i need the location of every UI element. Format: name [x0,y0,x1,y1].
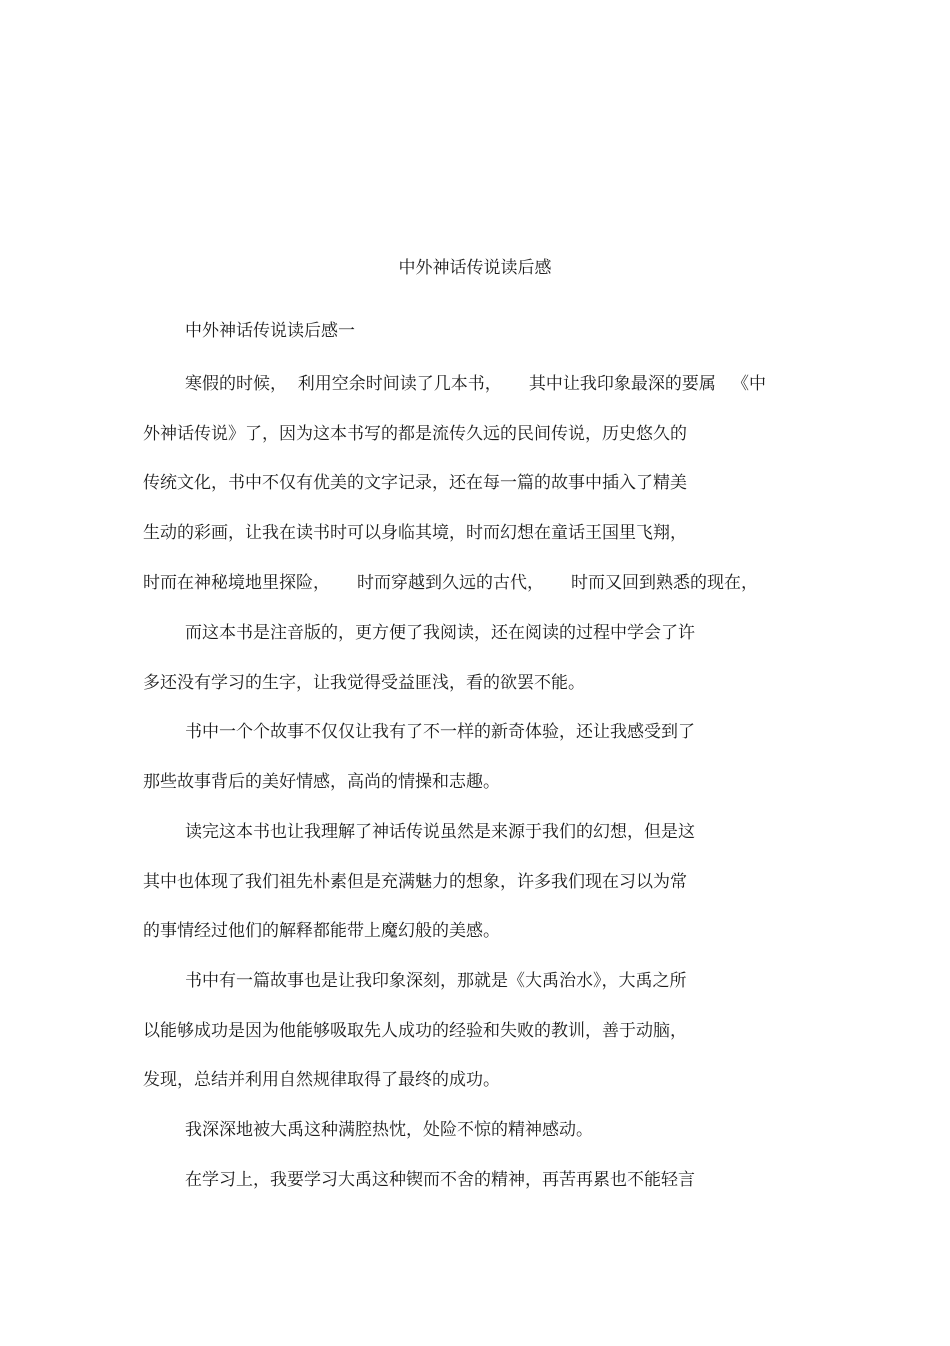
text-line: 生动的彩画，让我在读书时可以身临其境，时而幻想在童话王国里飞翔， [143,523,687,543]
text-line: 时而在神秘境地里探险， 时而穿越到久远的古代， 时而又回到熟悉的现在， [143,573,759,593]
text-line: 其中也体现了我们祖先朴素但是充满魅力的想象，许多我们现在习以为常 [143,872,687,892]
document-title: 中外神话传说读后感 [398,258,552,278]
section-heading: 中外神话传说读后感一 [185,321,355,341]
text-line: 我深深地被大禹这种满腔热忱，处险不惊的精神感动。 [185,1120,593,1140]
text-line: 那些故事背后的美好情感，高尚的情操和志趣。 [143,772,500,792]
text-line: 以能够成功是因为他能够吸取先人成功的经验和失败的教训，善于动脑， [143,1021,687,1041]
text-line: 书中有一篇故事也是让我印象深刻，那就是《大禹治水》，大禹之所 [185,971,687,991]
text-line: 读完这本书也让我理解了神话传说虽然是来源于我们的幻想，但是这 [185,822,695,842]
text-line: 寒假的时候， 利用空余时间读了几本书， 其中让我印象最深的要属 《中 [185,374,767,394]
text-line: 发现，总结并利用自然规律取得了最终的成功。 [143,1070,500,1090]
text-line: 的事情经过他们的解释都能带上魔幻般的美感。 [143,921,500,941]
text-line: 而这本书是注音版的，更方便了我阅读，还在阅读的过程中学会了许 [185,623,695,643]
text-line: 外神话传说》了，因为这本书写的都是流传久远的民间传说，历史悠久的 [143,424,687,444]
text-line: 传统文化，书中不仅有优美的文字记录，还在每一篇的故事中插入了精美 [143,473,687,493]
text-line: 书中一个个故事不仅仅让我有了不一样的新奇体验，还让我感受到了 [185,722,695,742]
text-line: 多还没有学习的生字，让我觉得受益匪浅，看的欲罢不能。 [143,673,585,693]
text-line: 在学习上，我要学习大禹这种锲而不舍的精神，再苦再累也不能轻言 [185,1170,695,1190]
